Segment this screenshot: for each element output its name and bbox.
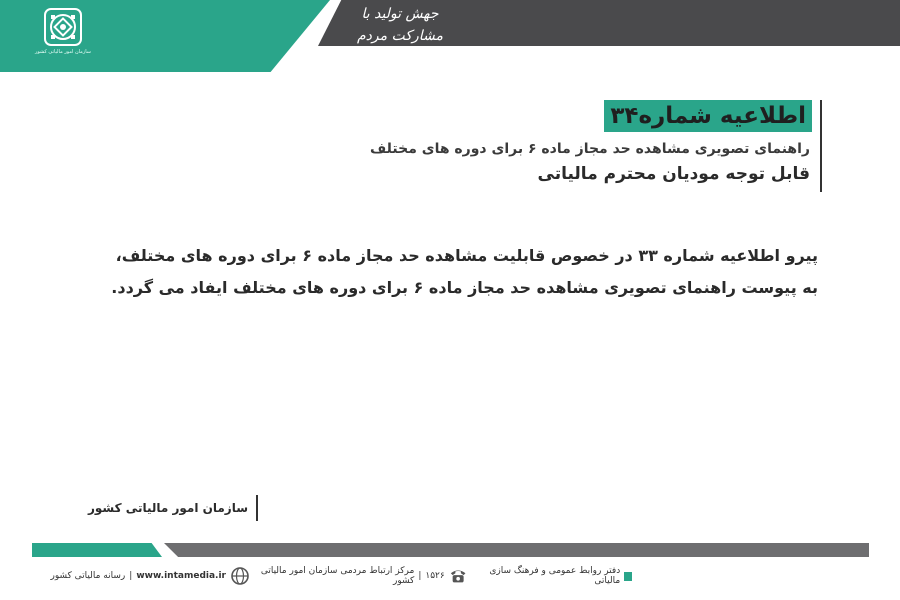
footer-website: www.intamedia.ir | رسانه مالیاتی کشور (50, 566, 250, 586)
notice-body: پیرو اطلاعیه شماره ۳۳ در خصوص قابلیت مشاهده حد مجاز ماده ۶ برای دوره های مختلف، به پیوست راهنمای تصویری مشاهده حد مجاز ماده ۶ برای دوره های مختلف ایفاد می گردد. (111, 246, 818, 297)
media-label: رسانه مالیاتی کشور (50, 571, 126, 581)
notice-audience: قابل توجه مودیان محترم مالیاتی (537, 164, 810, 184)
emblem-logo (43, 7, 83, 47)
organization-logo (35, 7, 91, 59)
footer-office (482, 566, 632, 586)
notice-header (262, 100, 822, 192)
notice-subtitle: راهنمای تصویری مشاهده حد مجاز ماده ۶ برای دوره های مختلف (370, 141, 810, 157)
footer-green-bar (32, 543, 162, 557)
logo-caption: سازمان امور مالیاتی کشور (35, 49, 91, 55)
notice-title: اطلاعیه شماره۳۴ (604, 100, 812, 132)
footer-office-label: دفتر روابط عمومی و فرهنگ سازی مالیاتی (489, 566, 621, 586)
phone-icon (449, 567, 467, 585)
footer-phone: ۱۵۲۶ | مرکز ارتباط مردمی سازمان امور مالیاتی کشور (252, 566, 467, 586)
globe-icon (230, 566, 250, 586)
header-slogan: جهش تولید با مشارکت مردم (356, 6, 443, 44)
footer-grey-bar (164, 543, 869, 557)
square-bullet-icon (624, 572, 632, 581)
phone-text: مرکز ارتباط مردمی سازمان امور مالیاتی کشور (260, 566, 415, 586)
signature: سازمان امور مالیاتی کشور (88, 495, 258, 521)
website-link[interactable]: www.intamedia.ir (136, 571, 226, 581)
phone-number: ۱۵۲۶ (425, 571, 445, 581)
